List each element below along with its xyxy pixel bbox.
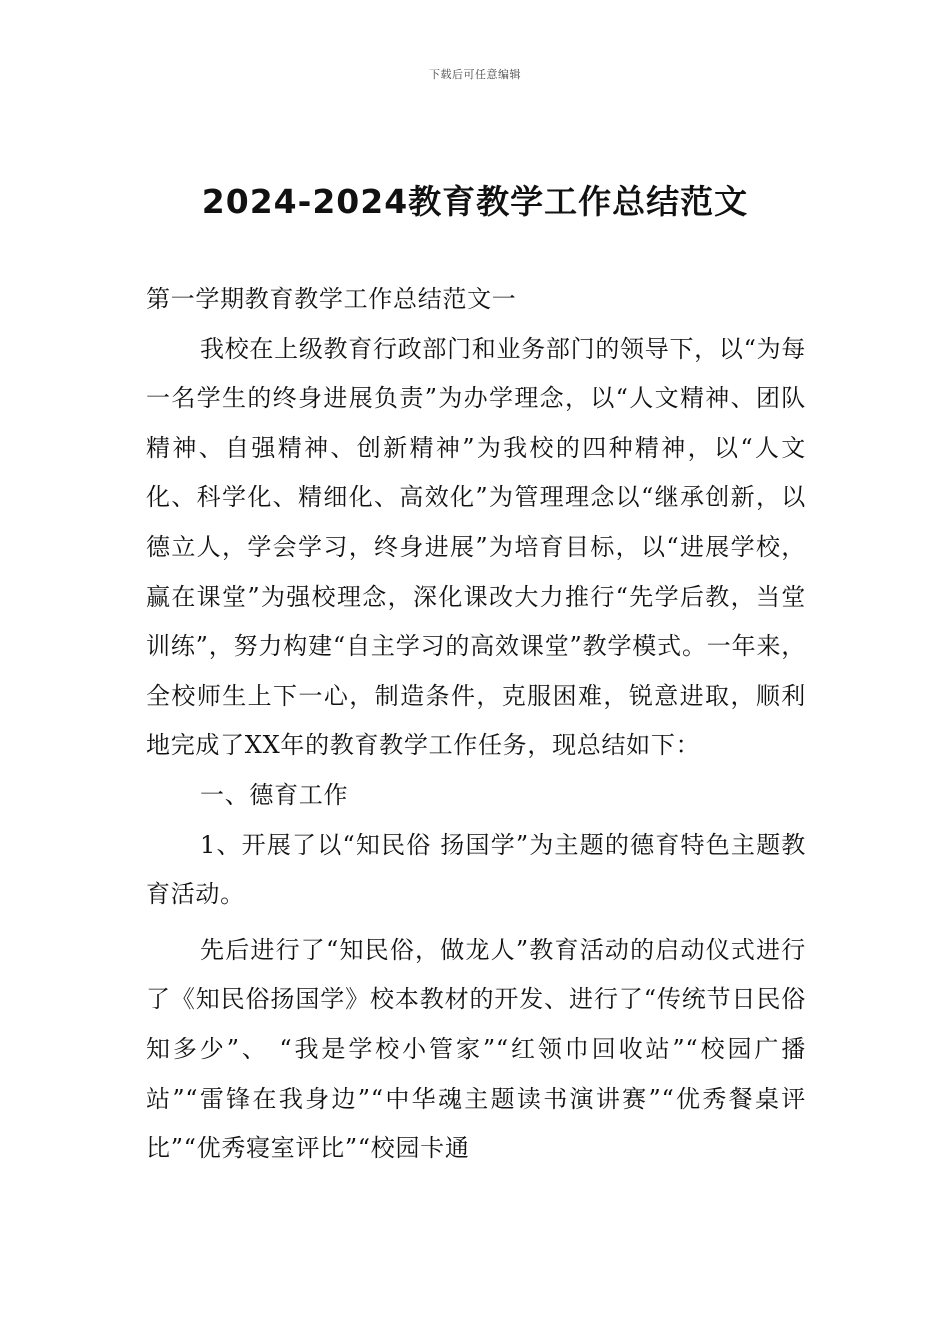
intro-paragraph: 我校在上级教育行政部门和业务部门的领导下，以“为每一名学生的终身进展负责”为办学理念，以“人文精神、团队精神、自强精神、创新精神”为我校的四种精神，以“人文化、科学化、精细化、高效化”为管理理念以“继承创新，以德立人，学会学习，终身进展”为培育目标，以“进展学校，赢在课堂”为强校理念，深化课改大力推行“先学后教，当堂训练”，努力构建“自主学习的高效课堂”教学模式。一年来，全校师生上下一心，制造条件，克服困难，锐意进取，顺利地完成了XX年的教育教学工作任务，现总结如下： <box>146 334 806 760</box>
activities-paragraph: 先后进行了“知民俗，做龙人”教育活动的启动仪式进行了《知民俗扬国学》校本教材的开发、进行了“传统节日民俗知多少”、 “我是学校小管家”“红领巾回收站”“校园广播站”“雷锋在我身边”“中华魂主题读书演讲赛”“优秀餐桌评比”“优秀寝室评比”“校园卡通 <box>146 935 806 1163</box>
document-body <box>146 275 806 1174</box>
section-heading-moral-education: 一、德育工作 <box>200 780 349 809</box>
section-subtitle: 第一学期教育教学工作总结范文一 <box>146 285 517 313</box>
page-header-note: 下载后可任意编辑 <box>429 68 521 81</box>
document-title: 2024-2024教育教学工作总结范文 <box>201 182 749 221</box>
list-item-1: 1、开展了以“知民俗 扬国学”为主题的德育特色主题教育活动。 <box>146 830 806 909</box>
